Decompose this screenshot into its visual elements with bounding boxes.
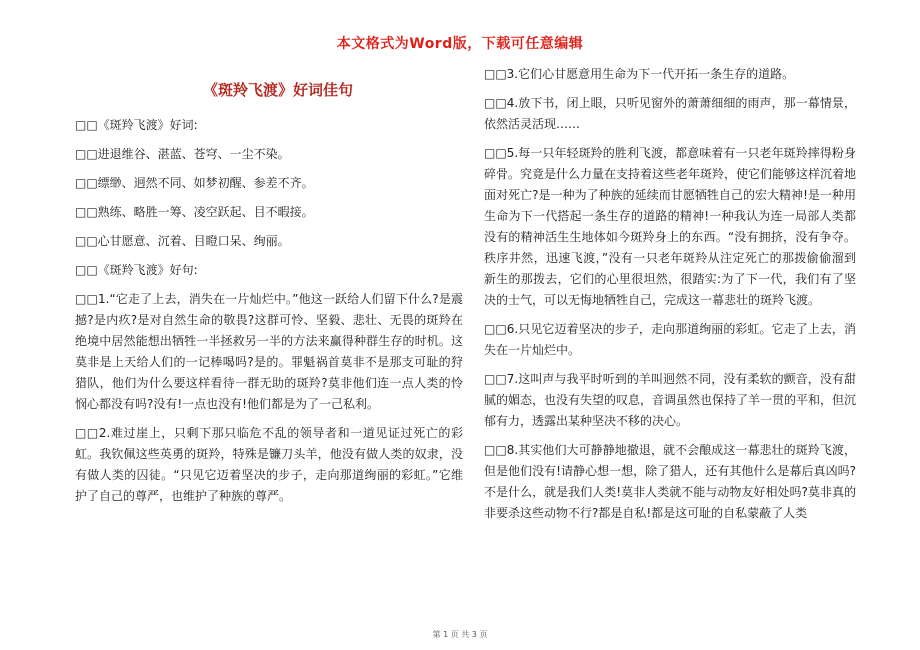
left-paragraph: □□《斑羚飞渡》好句: [75, 263, 198, 277]
right-paragraph: □□6.只见它迈着坚决的步子，走向那道绚丽的彩虹。它走了上去，消失在一片灿烂中。 [484, 322, 856, 357]
left-paragraph: □□1.“它走了上去，消失在一片灿烂中。”他这一跃给人们留下什么?是震撼?是内疚?是对自然生命的敬畏?这群可怜、坚毅、悲壮、无畏的斑羚在绝境中居然能想出牺牲一半拯救另一半的方法来赢得种群生存的时机。这莫非是上天给人们的一记棒喝吗?是的。罪魁祸首莫非不是那支可耻的狩猎队，他们为什么要这样看待一群无助的斑羚?莫非他们连一点人类的怜悯心都没有吗?没有!一点也没有!他们都是为了一己私利。 [75, 292, 463, 411]
right-paragraph: □□4.放下书，闭上眼，只听见窗外的萧萧细细的雨声，那一幕情景，依然活灵活现…… [484, 96, 856, 131]
page-number-footer: 第 1 页 共 3 页 [432, 630, 488, 639]
left-paragraph: □□《斑羚飞渡》好词: [75, 118, 198, 132]
document-title: 《斑羚飞渡》好词佳句 [202, 81, 353, 99]
right-paragraph: □□7.这叫声与我平时听到的羊叫迥然不同，没有柔软的颤音，没有甜腻的媚态，也没有失望的叹息，音调虽然也保持了羊一贯的平和，但沉郁有力，透露出某种坚决不移的决心。 [484, 372, 857, 428]
left-paragraph: □□进退维谷、湛蓝、苍穹、一尘不染。 [75, 147, 290, 161]
left-paragraph: □□心甘愿意、沉着、目瞪口呆、绚丽。 [75, 234, 290, 248]
right-paragraph: □□8.其实他们大可静静地撤退，就不会酿成这一幕悲壮的斑羚飞渡，但是他们没有!请静心想一想，除了猎人，还有其他什么是幕后真凶吗?不是什么，就是我们人类!莫非人类就不能与动物友好相处吗?莫非真的非要杀这些动物不行?都是自私!都是这可耻的自私蒙蔽了人类 [484, 443, 856, 520]
left-column [75, 80, 463, 515]
right-column [484, 64, 856, 532]
document-banner: 本文格式为Word版，下载可任意编辑 [336, 36, 584, 52]
left-paragraph: □□熟练、略胜一筹、凌空跃起、目不暇接。 [75, 205, 314, 219]
right-paragraph: □□5.每一只年轻斑羚的胜利飞渡，都意味着有一只老年斑羚摔得粉身碎骨。究竟是什么力量在支持着这些老年斑羚，使它们能够这样沉着地面对死亡?是一种为了种族的延续而甘愿牺牲自己的宏大精神!是一种用生命为下一代搭起一条生存的道路的精神!一种我认为连一局部人类都没有的精神活生生地体如今斑羚身上的东西。“没有拥挤，没有争夺。秩序井然，迅速飞渡，”没有一只老年斑羚从注定死亡的那拨偷偷溜到新生的那拨去，它们的心里很坦然，很踏实:为了下一代，我们有了坚决的士气，可以无悔地牺牲自己，完成这一幕悲壮的斑羚飞渡。 [484, 146, 857, 307]
left-paragraph: □□2.难过崖上，只剩下那只临危不乱的领导者和一道见证过死亡的彩虹。我钦佩这些英勇的斑羚，特殊是镰刀头羊，他没有做人类的奴隶，没有做人类的囚徒。“只见它迈着坚决的步子，走向那道绚丽的彩虹。”它维护了自己的尊严，也维护了种族的尊严。 [75, 426, 463, 503]
right-paragraph: □□3.它们心甘愿意用生命为下一代开拓一条生存的道路。 [484, 67, 795, 81]
left-paragraph: □□缥缈、迥然不同、如梦初醒、参差不齐。 [75, 176, 314, 190]
